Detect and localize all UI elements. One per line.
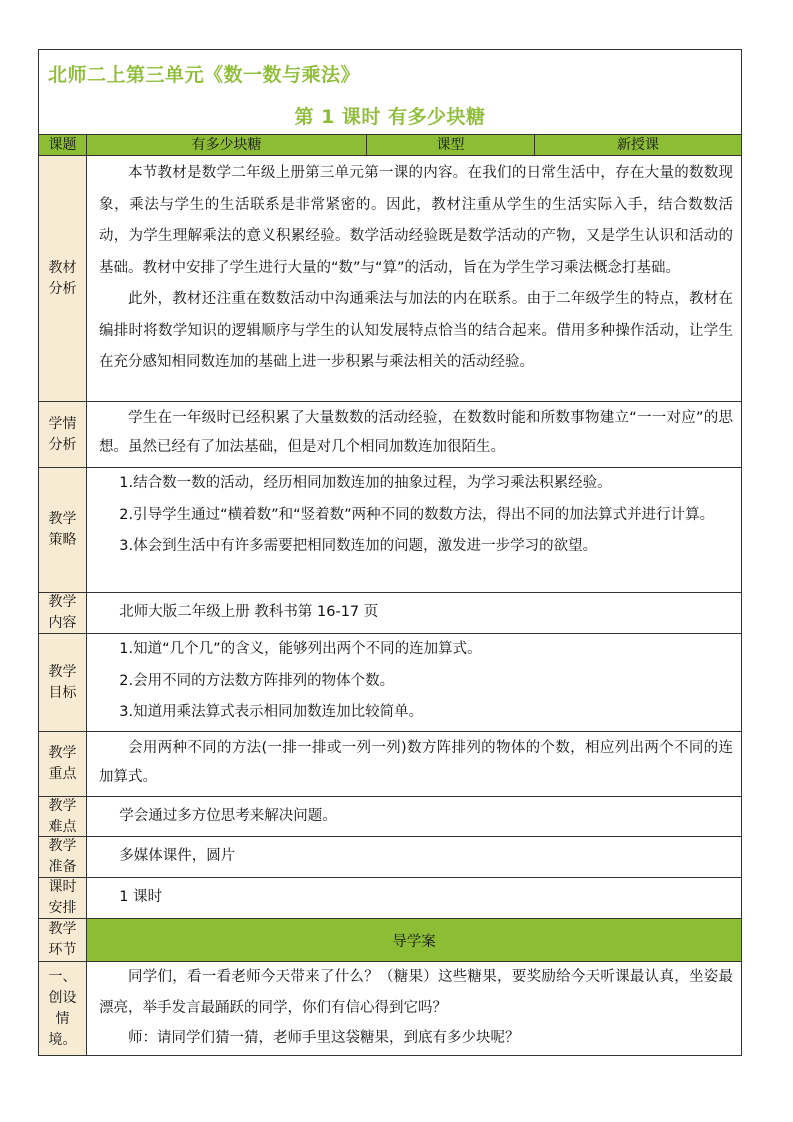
label-line: 一、 [48,968,77,985]
text: 学会通过多方位思考来解决问题。 [119,807,337,824]
paragraph: 此外，教材还注重在数数活动中沟通乘法与加法的内在联系。由于二年级学生的特点，教材在编排时将数学知识的逻辑顺序与学生的认知发展特点恰当的结合起来。借用多种操作活动，让学生在充分感知相同数连加的基础上进一步积累与乘法相关的活动经验。 [99,291,733,370]
stage-label [39,919,87,961]
label-line: 课时 [48,879,77,895]
label-line: 教学 [48,838,77,854]
label-line: 分析 [48,436,77,453]
difficulty-content [87,797,741,836]
goal-item: 1.知道“几个几”的含义，能够列出两个不同的连加算式。 [119,641,482,657]
strategy-item: 1.结合数一数的活动，经历相同加数连加的抽象过程，为学习乘法积累经验。 [119,475,612,491]
situation-row [39,962,741,1055]
label-line: 重点 [48,766,77,782]
label-line: 学情 [48,415,77,432]
label-line: 安排 [48,900,77,916]
label-line: 教材 [48,259,77,276]
label-line: 内容 [48,615,77,631]
preparation-label [39,837,87,877]
label-line: 教学 [48,663,77,680]
unit-title: 北师二上第三单元《数一数与乘法》 [48,64,361,86]
stage-row [39,919,741,962]
strategy-item: 3.体会到生活中有许多需要把相同数连加的问题，激发进一步学习的欲望。 [119,538,598,554]
topic-value: 有多少块糖 [87,135,367,155]
label-line: 教学 [48,594,77,610]
paragraph: 师：请同学们猜一猜，老师手里这袋糖果，到底有多少块呢？ [128,1030,520,1046]
goal-item: 2.会用不同的方法数方阵排列的物体个数。 [119,672,395,689]
strategy-item: 2.引导学生通过“横着数”和“竖着数”两种不同的数数方法，得出不同的加法算式并进行计算。 [119,506,715,523]
situation-label [39,962,87,1055]
preparation-content [87,837,741,877]
difficulty-row [39,797,741,837]
label-line: 教学 [48,797,77,814]
material-analysis-label [39,156,87,401]
paragraph: 本节教材是数学二年级上册第三单元第一课的内容。在我们的日常生活中，存在大量的数数现象，乘法与学生的生活联系是非常紧密的。因此，教材注重从学生的生活实际入手，结合数数活动，为学生理解乘法的意义积累经验。数学活动经验既是数学活动的产物，又是学生认识和活动的基础。教材中安排了学生进行大量的“数”与“算”的活动，旨在为学生学习乘法概念打基础。 [99,165,733,276]
paragraph: 同学们，看一看老师今天带来了什么？（糖果）这些糖果，要奖励给今天听课最认真，坐姿最漂亮，举手发言最踊跃的同学，你们有信心得到它吗？ [99,969,733,1016]
paragraph: 会用两种不同的方法(一排一排或一列一列)数方阵排列的物体的个数，相应列出两个不同的连加算式。 [99,740,733,785]
topic-row [39,135,741,156]
key-point-row [39,732,741,797]
type-value: 新授课 [535,135,741,155]
difficulty-label [39,797,87,836]
material-analysis-row [39,156,741,402]
label-line: 教学 [48,745,77,761]
teaching-content-label [39,593,87,633]
paragraph: 学生在一年级时已经积累了大量数数的活动经验，在数数时能和所数事物建立“一一对应”的思想。虽然已经有了加法基础，但是对几个相同加数连加很陌生。 [99,410,733,455]
key-point-label [39,732,87,796]
goals-row [39,634,741,732]
strategy-label [39,468,87,592]
label-line: 分析 [48,280,77,297]
strategy-row [39,468,741,593]
schedule-row [39,878,741,919]
schedule-label [39,878,87,918]
lesson-title: 第 1 课时 有多少块糖 [294,106,486,128]
learner-analysis-row [39,402,741,468]
situation-content [87,962,741,1055]
label-line: 环节 [48,942,77,958]
label-line: 教学 [48,511,77,527]
label-line: 准备 [48,859,77,875]
preparation-row [39,837,741,878]
label-line: 目标 [48,684,77,701]
label-line: 策略 [48,532,77,548]
label-line: 难点 [48,818,77,835]
label-line: 情 [55,1010,70,1027]
type-label: 课型 [367,135,535,155]
title-block [39,50,741,135]
key-point-content [87,732,741,796]
learner-analysis-content [87,402,741,467]
text: 多媒体课件，圆片 [119,848,236,865]
teaching-content-value [87,593,741,633]
goals-label [39,634,87,731]
goal-item: 3.知道用乘法算式表示相同加数连加比较简单。 [119,704,424,720]
strategy-content [87,468,741,592]
goals-content [87,634,741,731]
learner-analysis-label [39,402,87,467]
topic-label: 课题 [39,135,87,155]
text: 北师大版二年级上册 教科书第 16-17 页 [119,604,379,621]
teaching-content-row [39,593,741,634]
stage-value: 导学案 [87,919,741,961]
label-line: 境。 [48,1031,77,1048]
lesson-plan-document [38,49,742,1056]
material-analysis-content [87,156,741,401]
text: 1 课时 [119,889,163,906]
label-line: 教学 [48,921,77,937]
label-line: 创设 [48,989,77,1006]
schedule-content [87,878,741,918]
